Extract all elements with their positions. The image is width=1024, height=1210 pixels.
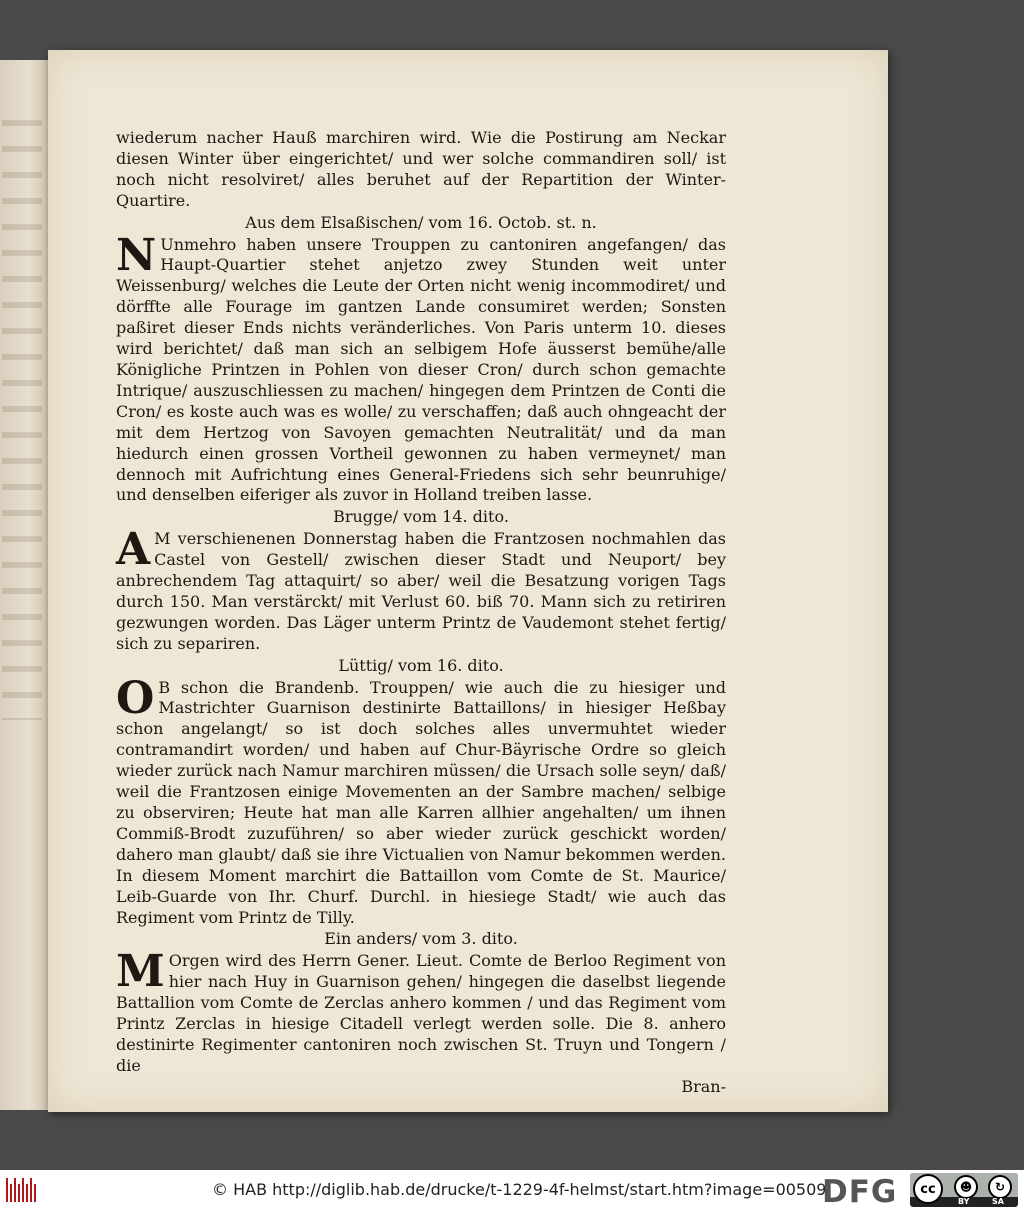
- paragraph-ein-anders: [116, 946, 726, 1076]
- by-person-icon: ☻: [954, 1175, 978, 1199]
- catchword: Bran-: [681, 1076, 726, 1096]
- dfg-logo: DFG: [822, 1174, 898, 1210]
- drop-cap: O: [116, 672, 155, 724]
- dateline-elsass: Aus dem Elsaßischen/ vom 16. Octob. st. n.: [245, 212, 597, 232]
- dateline-brugge: Brugge/ vom 14. dito.: [333, 507, 509, 527]
- share-alike-icon: ↻: [988, 1175, 1012, 1199]
- copyright-link[interactable]: © HAB http://diglib.hab.de/drucke/t-1229-4f-helmst/start.htm?image=00509: [212, 1180, 827, 1199]
- dateline-ein-anders: Ein anders/ vom 3. dito.: [324, 929, 518, 949]
- document-page: [48, 50, 888, 1112]
- footer-bar: [0, 1170, 1024, 1210]
- paragraph-text: Orgen wird des Herrn Gener. Lieut. Comte de Berloo Regiment von hier nach Huy in Guarnison gehen/ hingegen die daselbst liegende Battallion vom Comte de Zerclas anhero kommen / und das Regiment vom Printz Zerclas in hiesige Citadell verlegt werden solle. Die 8. anhero destinirte Regimenter cantoniren noch zwischen St. Truyn und Tongern / die: [116, 951, 726, 1075]
- paragraph-text: B schon die Brandenb. Trouppen/ wie auch die zu hiesiger und Mastrichter Guarnison destinirte Battaillons/ in hiesiger Heßbay schon angelangt/ so ist doch solches alles unvermuhtet wieder contramandirt worden/ und haben auf Chur-Bäyrische Ordre so gleich wieder zurück nach Namur marchiren müssen/ die Ursach solle seyn/ daß/ weil die Frantzosen einige Movementen an der Sambre machen/ selbige zu observiren; Heute hat man alle Karren allhier angehalten/ um ihnen Commiß-Brodt zuzuführen/ so aber wieder zurück geschickt worden/ dahero man glaubt/ daß sie ihre Victualien von Namur bekommen werden. In diesem Moment marchirt die Battaillon vom Comte de St. Maurice/ Leib-Guarde von Ihr. Churf. Durchl. in hiesiege Stadt/ wie auch das Regiment vom Printz de Tilly.: [116, 677, 726, 927]
- paragraph-elsass: [116, 229, 726, 507]
- page-text: [116, 128, 726, 1098]
- paragraph-text: Unmehro haben unsere Trouppen zu cantoniren angefangen/ das Haupt-Quartier stehet anjetzo zwey Stunden weit unter Weissenburg/ welches die Leute der Orten nicht wenig incommodiret/ und dörffte alle Fourage im gantzen Lande consumiret werden; Sonsten paßiret dieser Ends nichts veränderliches. Von Paris unterm 10. dieses wird berichtet/ daß man sich an selbigem Hofe äusserst bemühe/alle Königliche Printzen in Pohlen von dieser Cron/ durch schon gemachte Intrique/ auszuschliessen zu machen/ hingegen dem Printzen de Conti die Cron/ es koste auch was es wolle/ zu verschaffen; daß auch ohngeacht der mit dem Hertzog von Savoyen gemachten Neutralität/ und da man hiedurch einen grossen Vortheil gewonnen zu haben vermeynet/ man dennoch mit Aufrichtung eines General-Friedens sich sehr beunruhige/ und denselben eiferiger als zuvor in Holland treiben lasse.: [116, 234, 726, 505]
- sa-label: SA: [992, 1197, 1004, 1206]
- hab-logo-icon: [6, 1178, 36, 1202]
- dateline-luettig: Lüttig/ vom 16. dito.: [338, 655, 504, 675]
- paragraph-text: M verschienenen Donnerstag haben die Frantzosen nochmahlen das Castel von Gestell/ zwischen dieser Stadt und Neuport/ bey anbrechendem Tag attaquirt/ so aber/ weil die Besatzung vorigen Tags durch 150. Man verstärckt/ mit Verlust 60. biß 70. Mann sich zu retiriren gezwungen worden. Das Läger unterm Printz de Vaudemont stehet fertig/ sich zu separiren.: [116, 529, 726, 653]
- facing-page-edge: [0, 60, 49, 1110]
- cc-license-badge[interactable]: [910, 1173, 1018, 1207]
- cc-icon: cc: [913, 1174, 943, 1204]
- drop-cap: A: [116, 524, 151, 576]
- paragraph-1: wiederum nacher Hauß marchiren wird. Wie die Postirung am Neckar diesen Winter über eingerichtet/ und wer solche commandiren soll/ ist noch nicht resolviret/ alles beruhet auf der Repartition der Winter-Quartire.: [116, 128, 726, 210]
- paragraph-brugge: [116, 524, 726, 654]
- drop-cap: M: [116, 946, 165, 998]
- facing-page-bleed: [2, 120, 42, 720]
- drop-cap: N: [116, 229, 157, 281]
- by-label: BY: [958, 1197, 970, 1206]
- paragraph-luettig: [116, 672, 726, 929]
